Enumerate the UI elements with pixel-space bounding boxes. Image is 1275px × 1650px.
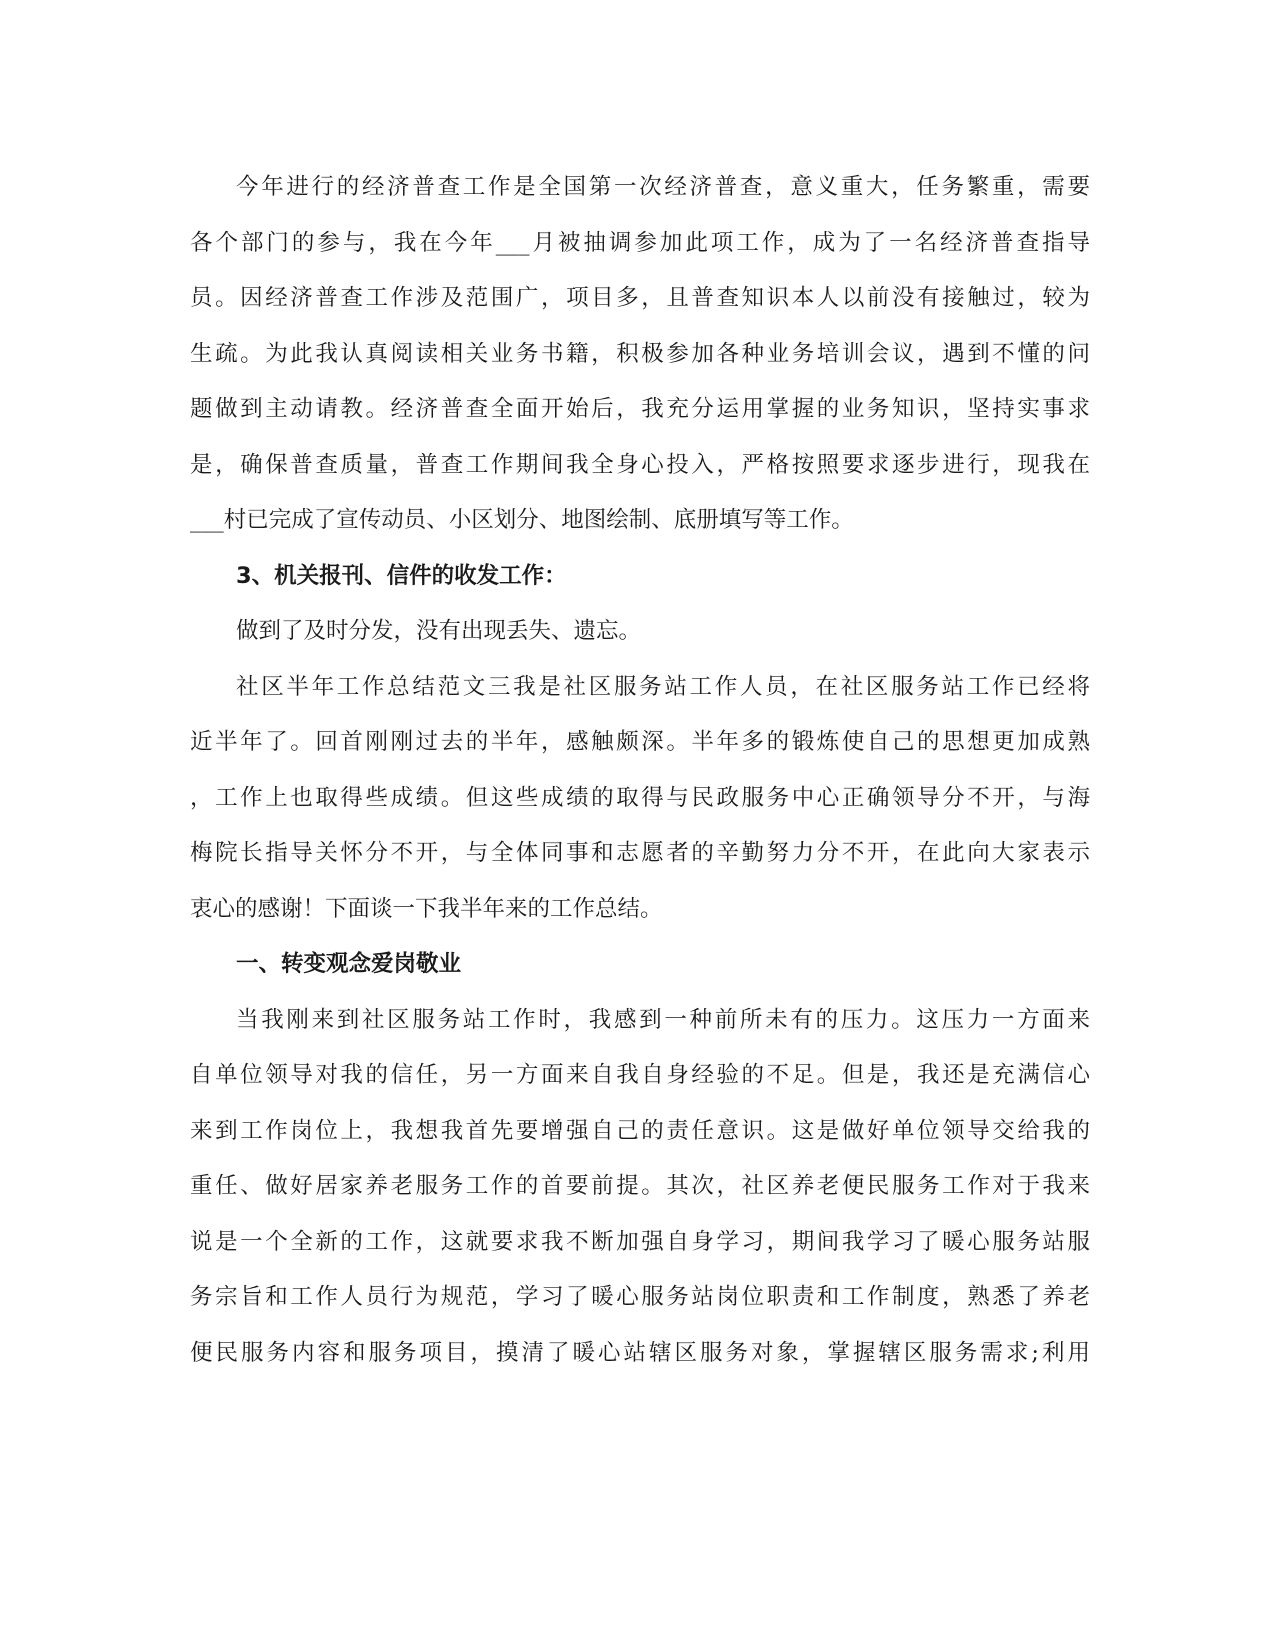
text-line: 衷心的感谢！下面谈一下我半年来的工作总结。: [190, 895, 663, 922]
text-line: 题做到主动请教。经济普查全面开始后，我充分运用掌握的业务知识，坚持实事求: [190, 396, 1090, 422]
text-line: 便民服务内容和服务项目，摸清了暖心站辖区服务对象，掌握辖区服务需求;利用: [190, 1339, 1090, 1366]
text-line: 生疏。为此我认真阅读相关业务书籍，积极参加各种业务培训会议，遇到不懂的问: [190, 340, 1090, 367]
text-line: 今年进行的经济普查工作是全国第一次经济普查，意义重大，任务繁重，需要: [236, 174, 1090, 200]
text-line: 说是一个全新的工作，这就要求我不断加强自身学习，期间我学习了暖心服务站服: [190, 1228, 1090, 1255]
text-line: 当我刚来到社区服务站工作时，我感到一种前所未有的压力。这压力一方面来: [236, 1006, 1090, 1033]
text-line: 自单位领导对我的信任，另一方面来自我自身经验的不足。但是，我还是充满信心: [190, 1062, 1090, 1088]
text-line: 3、机关报刊、信件的收发工作：: [236, 562, 567, 589]
text-line: 是，确保普查质量，普查工作期间我全身心投入，严格按照要求逐步进行，现我在: [190, 451, 1090, 478]
text-line: ，工作上也取得些成绩。但这些成绩的取得与民政服务中心正确领导分不开，与海: [190, 784, 1090, 811]
text-line: 来到工作岗位上，我想我首先要增强自己的责任意识。这是做好单位领导交给我的: [190, 1117, 1090, 1144]
text-line: 务宗旨和工作人员行为规范，学习了暖心服务站岗位职责和工作制度，熟悉了养老: [190, 1284, 1090, 1310]
text-line: 重任、做好居家养老服务工作的首要前提。其次，社区养老便民服务工作对于我来: [190, 1173, 1090, 1199]
text-line: 员。因经济普查工作涉及范围广，项目多，且普查知识本人以前没有接触过，较为: [190, 285, 1090, 311]
text-line: ___村已完成了宣传动员、小区划分、地图绘制、底册填写等工作。: [190, 507, 854, 533]
text-line: 做到了及时分发，没有出现丢失、遗忘。: [236, 618, 642, 644]
text-line: 近半年了。回首刚刚过去的半年，感触颇深。半年多的锻炼使自己的思想更加成熟: [190, 729, 1090, 755]
text-line: 各个部门的参与，我在今年___月被抽调参加此项工作，成为了一名经济普查指导: [190, 229, 1090, 256]
text-line: 社区半年工作总结范文三我是社区服务站工作人员，在社区服务站工作已经将: [236, 673, 1090, 700]
text-line: 梅院长指导关怀分不开，与全体同事和志愿者的辛勤努力分不开，在此向大家表示: [190, 840, 1090, 866]
text-line: 一、转变观念爱岗敬业: [236, 951, 462, 977]
